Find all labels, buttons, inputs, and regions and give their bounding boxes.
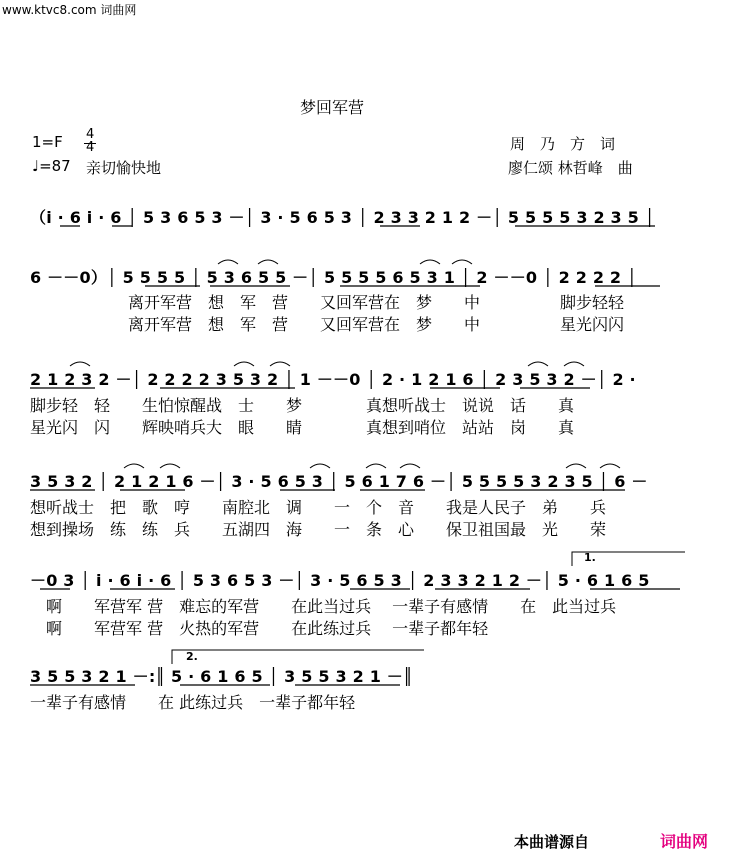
slur bbox=[400, 464, 420, 468]
lyrics-line-4-verse-1: 想听战士 把 歌 哼 南腔北 调 一 个 音 我是人民子 弟 兵 bbox=[30, 498, 607, 517]
notation-line-5: －0 3 │ i · 6 i · 6 │ 5 3 6 5 3 －│ 3 · 5 6 5 3 │ 2 3 3 2 1 2 －│ 5 · 6 1 6 5 bbox=[30, 571, 650, 590]
slur bbox=[528, 362, 548, 366]
slur bbox=[366, 464, 386, 468]
footer-logo: 词曲网 bbox=[660, 832, 709, 851]
lyricist: 周 乃 方 词 bbox=[510, 135, 616, 153]
lyrics-line-3-verse-2: 星光闪 闪 辉映哨兵大 眼 睛 真想到哨位 站站 岗 真 bbox=[30, 418, 575, 437]
slur bbox=[70, 362, 90, 366]
notation-line-6: 3 5 5 3 2 1 －:║ 5 · 6 1 6 5 │ 3 5 5 3 2 1 －║ bbox=[30, 667, 413, 686]
volta-2-bracket bbox=[172, 650, 424, 664]
watermark: www.ktvc8.com 词曲网 bbox=[2, 3, 137, 17]
volta-1-label: 1. bbox=[584, 551, 596, 564]
footer-source-label: 本曲谱源自 bbox=[514, 833, 590, 851]
slur bbox=[160, 464, 180, 468]
lyrics-line-5-verse-1: 啊 军营军 营 难忘的军营 在此当过兵 一辈子有感情 在 此当过兵 bbox=[30, 597, 617, 616]
slur bbox=[124, 464, 144, 468]
slur bbox=[564, 362, 584, 366]
slur bbox=[566, 464, 586, 468]
slur bbox=[420, 260, 440, 264]
expression-mark: 亲切愉快地 bbox=[86, 159, 162, 177]
tempo-mark: ♩=87 bbox=[32, 157, 71, 175]
slur bbox=[234, 362, 254, 366]
notation-line-2: 6 －－0）│ 5 5 5 5 │ 5 3 6 5 5 －│ 5 5 5 5 6 5 3 1 │ 2 －－0 │ 2 2 2 2 │ bbox=[30, 268, 637, 287]
notation-line-4: 3 5 3 2 │ 2 1 2 1 6 －│ 3 · 5 6 5 3 │ 5 6 1 7 6 －│ 5 5 5 5 3 2 3 5 │ 6 － bbox=[30, 472, 648, 491]
slur bbox=[310, 464, 330, 468]
slur bbox=[600, 464, 620, 468]
slur bbox=[258, 260, 278, 264]
key-signature: 1=F bbox=[32, 133, 63, 151]
time-signature-bottom: 4 bbox=[86, 140, 95, 155]
notation-line-1: （i · 6 i · 6 │ 5 3 6 5 3 －│ 3 · 5 6 5 3 │ 2 3 3 2 1 2 －│ 5 5 5 5 3 2 3 5 │ bbox=[30, 208, 655, 227]
volta-1-bracket bbox=[572, 552, 685, 566]
slur bbox=[452, 260, 472, 264]
notation-line-3: 2 1 2 3 2 －│ 2 2 2 2 3 5 3 2 │ 1 －－0 │ 2 · 1 2 1 6 │ 2 3 5 3 2 －│ 2 · bbox=[30, 370, 636, 389]
slur bbox=[270, 362, 290, 366]
lyrics-line-2-verse-2: 离开军营 想 军 营 又回军营在 梦 中 星光闪闪 bbox=[128, 315, 625, 334]
slur bbox=[218, 260, 238, 264]
lyrics-line-6-verse-1: 一辈子有感情 在 此练过兵 一辈子都年轻 bbox=[30, 693, 356, 712]
time-signature-top: 4 bbox=[86, 127, 95, 142]
lyrics-line-3-verse-1: 脚步轻 轻 生怕惊醒战 士 梦 真想听战士 说说 话 真 bbox=[30, 396, 575, 415]
lyrics-line-2-verse-1: 离开军营 想 军 营 又回军营在 梦 中 脚步轻轻 bbox=[128, 293, 625, 312]
composer: 廖仁颂 林哲峰 曲 bbox=[508, 159, 633, 177]
song-title: 梦回军营 bbox=[300, 98, 365, 117]
lyrics-line-5-verse-2: 啊 军营军 营 火热的军营 在此练过兵 一辈子都年轻 bbox=[30, 619, 489, 638]
volta-2-label: 2. bbox=[186, 650, 198, 663]
lyrics-line-4-verse-2: 想到操场 练 练 兵 五湖四 海 一 条 心 保卫祖国最 光 荣 bbox=[30, 520, 607, 539]
